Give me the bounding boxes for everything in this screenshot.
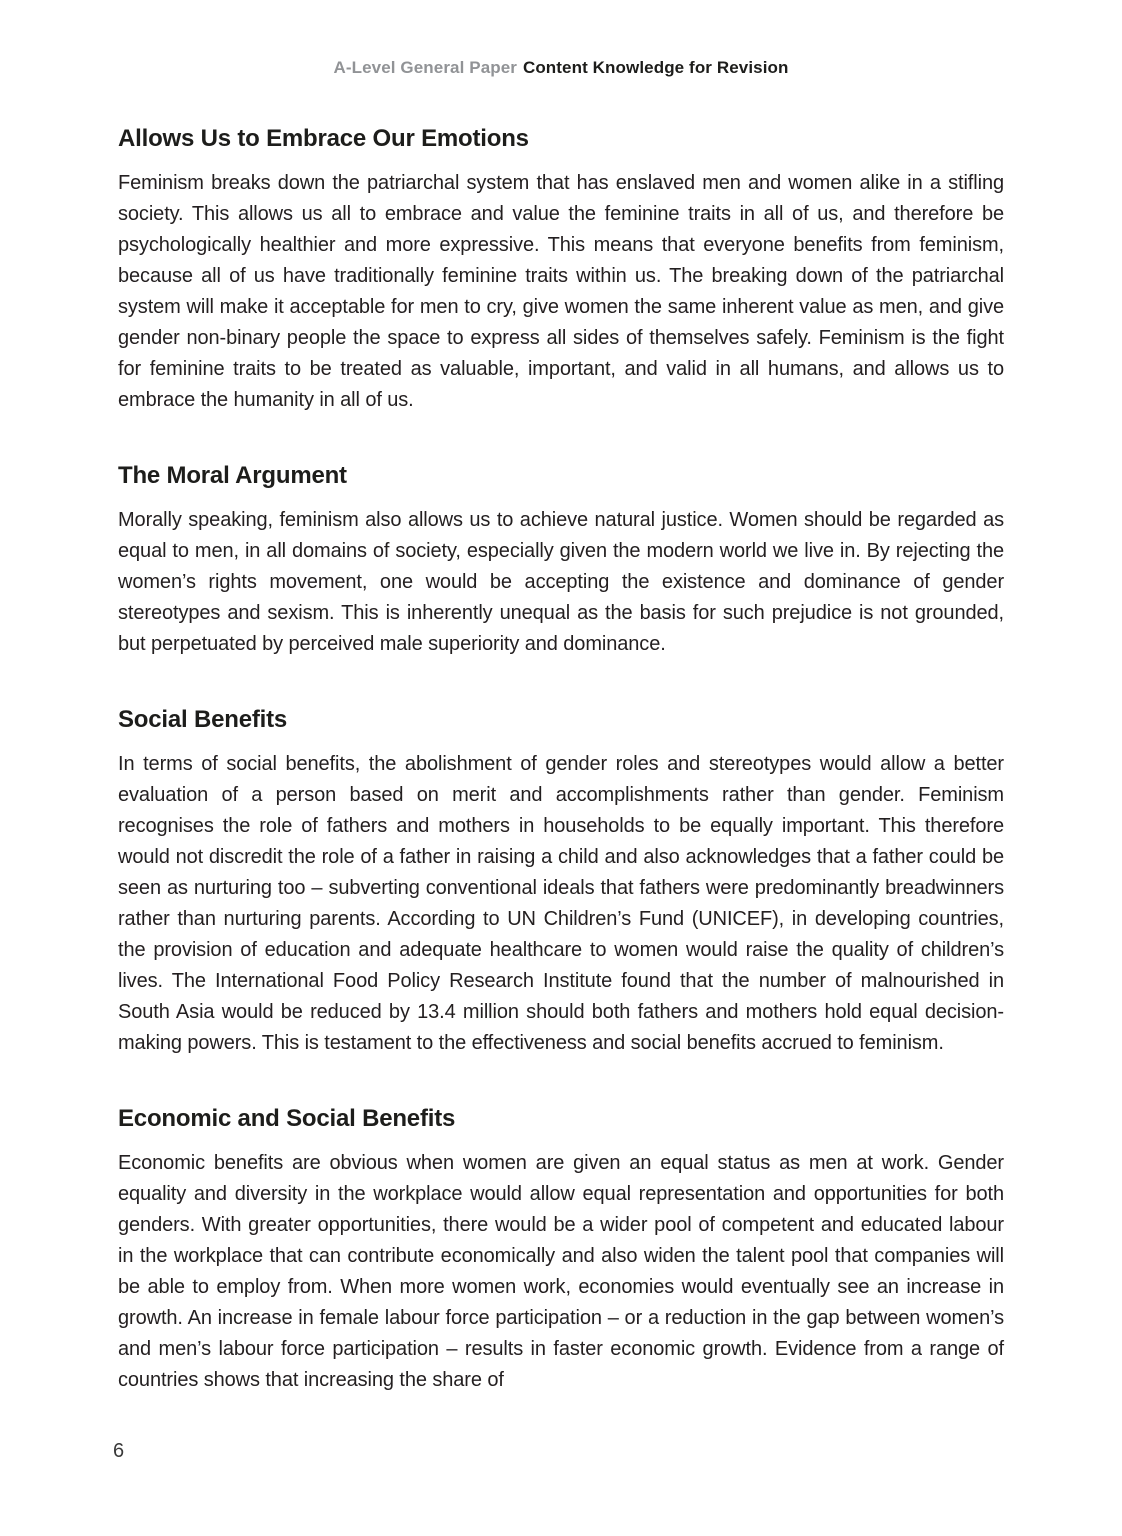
section-heading: Allows Us to Embrace Our Emotions [118, 125, 529, 152]
section-heading: Social Benefits [118, 706, 288, 733]
header-series-label: A-Level General Paper [333, 58, 517, 77]
section-economic-social-benefits [118, 1104, 1004, 1396]
running-header [0, 58, 1122, 78]
header-title-label: Content Knowledge for Revision [522, 58, 789, 77]
section-paragraph: In terms of social benefits, the abolishment of gender roles and stereotypes would allow a better evaluation of a person based on merit and accomplishments rather than gender. Feminism recognises the role of fathers and mothers in households to be equally important. This therefore would not discredit the role of a father in raising a child and also acknowledges that a father could be seen as nurturing too – subverting conventional ideals that fathers were predominantly breadwinners rather than nurturing parents. According to UN Children’s Fund (UNICEF), in developing countries, the provision of education and adequate healthcare to women would raise the quality of children’s lives. The International Food Policy Research Institute found that the number of malnourished in South Asia would be reduced by 13.4 million should both fathers and mothers hold equal decision-making powers. This is testament to the effectiveness and social benefits accrued to feminism. [118, 753, 1004, 1054]
section-heading: Economic and Social Benefits [118, 1105, 456, 1132]
section-paragraph: Morally speaking, feminism also allows us to achieve natural justice. Women should be regarded as equal to men, in all domains of society, especially given the modern world we live in. By rejecting the women’s rights movement, one would be accepting the existence and dominance of gender stereotypes and sexism. This is inherently unequal as the basis for such prejudice is not grounded, but perpetuated by perceived male superiority and dominance. [118, 509, 1004, 655]
section-social-benefits [118, 705, 1004, 1059]
section-embrace-emotions [118, 124, 1004, 416]
page-content [118, 124, 1004, 1396]
section-paragraph: Economic benefits are obvious when women are given an equal status as men at work. Gender equality and diversity in the workplace would allow equal representation and opportunities for both genders. With greater opportunities, there would be a wider pool of competent and educated labour in the workplace that can contribute economically and also widen the talent pool that companies will be able to employ from. When more women work, economies would eventually see an increase in growth. An increase in female labour force participation – or a reduction in the gap between women’s and men’s labour force participation – results in faster economic growth. Evidence from a range of countries shows that increasing the share of [118, 1152, 1004, 1391]
section-paragraph: Feminism breaks down the patriarchal system that has enslaved men and women alike in a stifling society. This allows us all to embrace and value the feminine traits in all of us, and therefore be psychologically healthier and more expressive. This means that everyone benefits from feminism, because all of us have traditionally feminine traits within us. The breaking down of the patriarchal system will make it acceptable for men to cry, give women the same inherent value as men, and give gender non-binary people the space to express all sides of themselves safely. Feminism is the fight for feminine traits to be treated as valuable, important, and valid in all humans, and allows us to embrace the humanity in all of us. [118, 172, 1004, 411]
page-number: 6 [113, 1440, 125, 1462]
section-heading: The Moral Argument [118, 462, 347, 489]
section-moral-argument [118, 461, 1004, 660]
